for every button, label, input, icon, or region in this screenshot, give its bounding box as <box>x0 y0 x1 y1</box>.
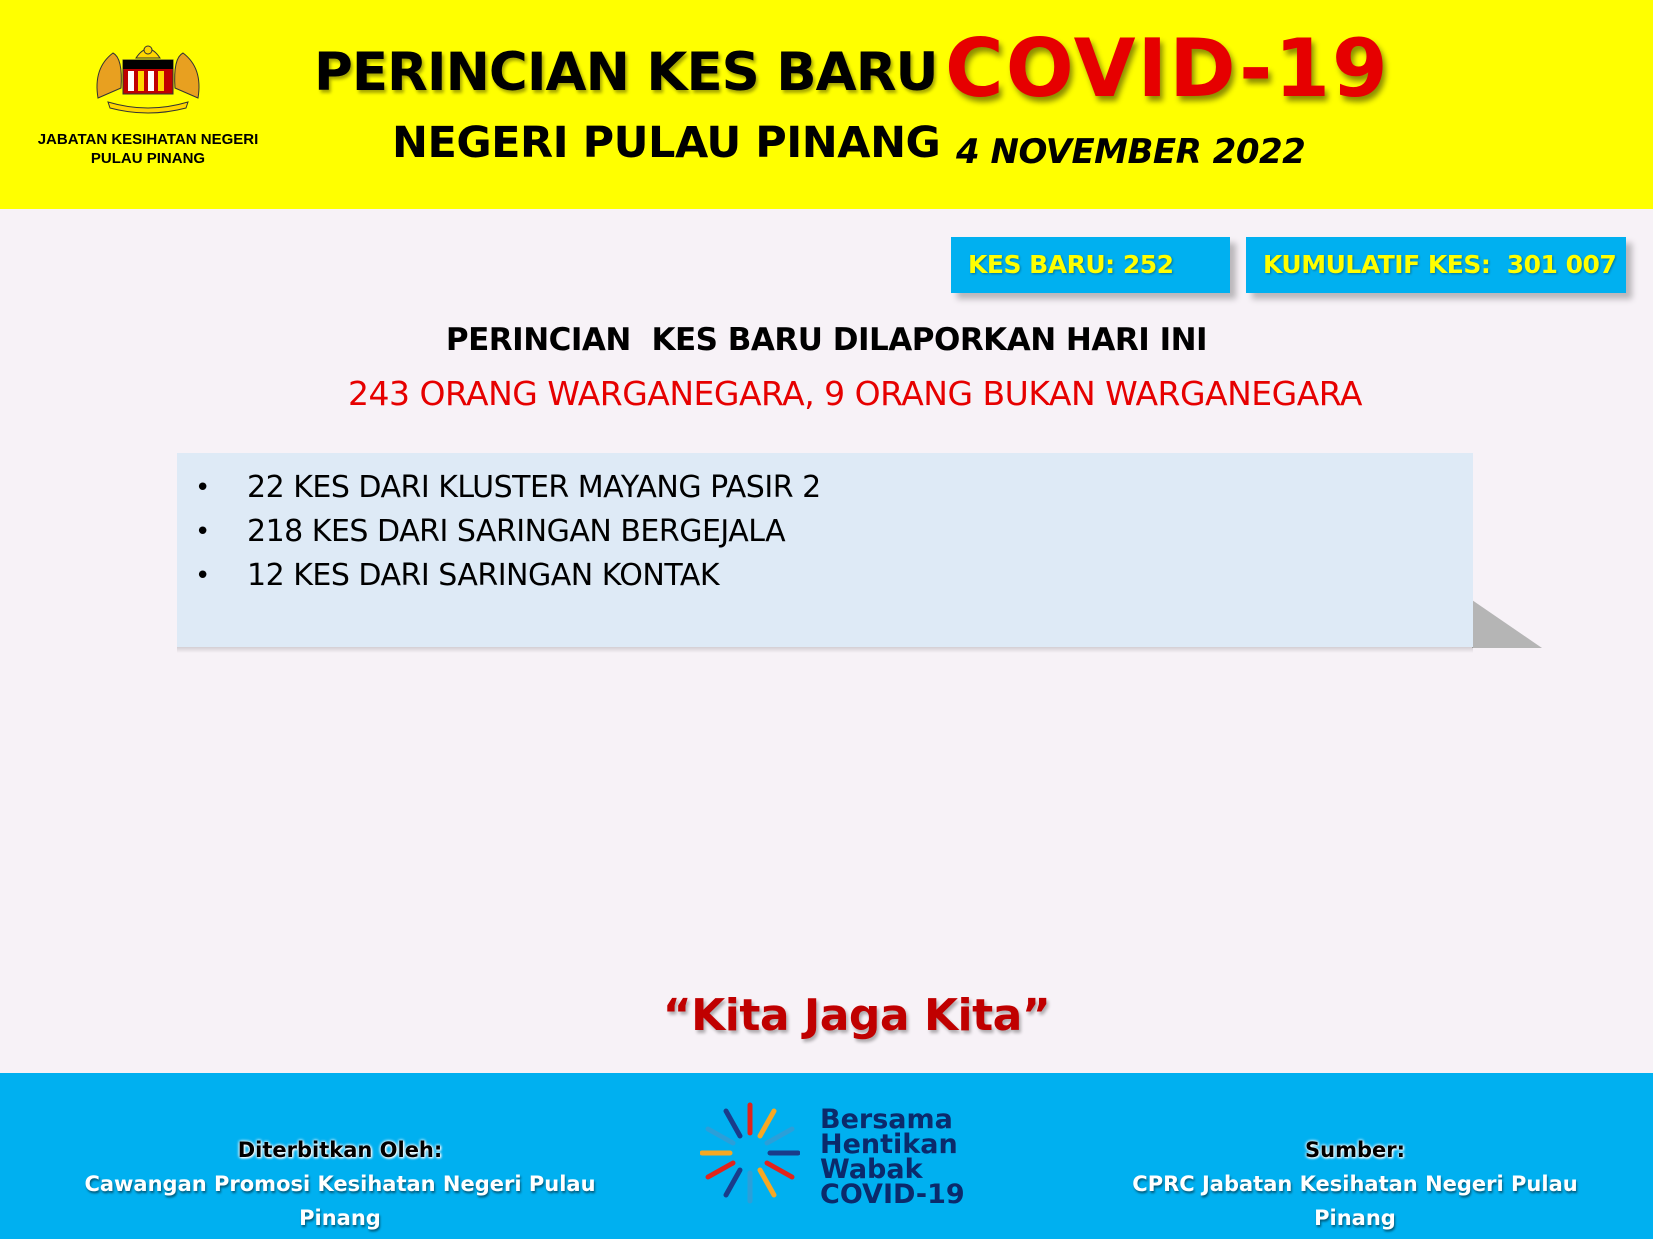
campaign-line-4: COVID-19 <box>820 1179 965 1210</box>
bullet-icon: • <box>195 517 210 547</box>
title-line-2: NEGERI PULAU PINANG <box>392 118 941 168</box>
campaign-line-3: Wabak <box>820 1154 923 1185</box>
campaign-line-2: Hentikan <box>820 1129 958 1160</box>
list-item <box>195 554 821 598</box>
coat-of-arms-icon <box>88 38 208 116</box>
source-label: Sumber: <box>1305 1138 1405 1162</box>
case-breakdown-list <box>195 466 821 598</box>
publisher-block <box>40 1133 640 1235</box>
details-heading: PERINCIAN KES BARU DILAPORKAN HARI INI <box>445 322 1208 358</box>
source-block <box>1095 1133 1615 1235</box>
bullet-icon: • <box>195 473 210 503</box>
source-name: CPRC Jabatan Kesihatan Negeri Pulau Pinang <box>1132 1172 1578 1230</box>
agency-line-2: PULAU PINANG <box>90 150 206 167</box>
campaign-line-1: Bersama <box>820 1104 953 1135</box>
agency-name <box>18 130 278 168</box>
title-covid: COVID-19 <box>945 22 1390 115</box>
report-date: 4 NOVEMBER 2022 <box>956 132 1306 172</box>
publisher-label: Diterbitkan Oleh: <box>237 1138 443 1162</box>
agency-line-1: JABATAN KESIHATAN NEGERI <box>37 131 259 148</box>
list-item-text: 12 KES DARI SARINGAN KONTAK <box>247 558 720 593</box>
list-item <box>195 510 821 554</box>
cumulative-cases-badge: KUMULATIF KES: 301 007 <box>1246 237 1626 293</box>
bullet-icon: • <box>195 561 210 591</box>
list-item-text: 218 KES DARI SARINGAN BERGEJALA <box>247 514 786 549</box>
new-cases-badge: KES BARU: 252 <box>951 237 1230 293</box>
panel-shadow <box>1472 600 1542 648</box>
covid-campaign-logo-icon <box>700 1099 800 1207</box>
list-item-text: 22 KES DARI KLUSTER MAYANG PASIR 2 <box>247 470 821 505</box>
details-subheading: 243 ORANG WARGANEGARA, 9 ORANG BUKAN WARGANEGARA <box>348 374 1362 413</box>
header-banner <box>0 0 1653 209</box>
publisher-name: Cawangan Promosi Kesihatan Negeri Pulau Pinang <box>84 1172 596 1230</box>
list-item <box>195 466 821 510</box>
title-line-1: PERINCIAN KES BARU <box>314 42 938 103</box>
slogan: “Kita Jaga Kita” <box>662 990 1051 1041</box>
campaign-logo-text <box>820 1104 965 1210</box>
panel-bottom-shadow <box>177 647 1473 653</box>
footer-banner <box>0 1073 1653 1239</box>
